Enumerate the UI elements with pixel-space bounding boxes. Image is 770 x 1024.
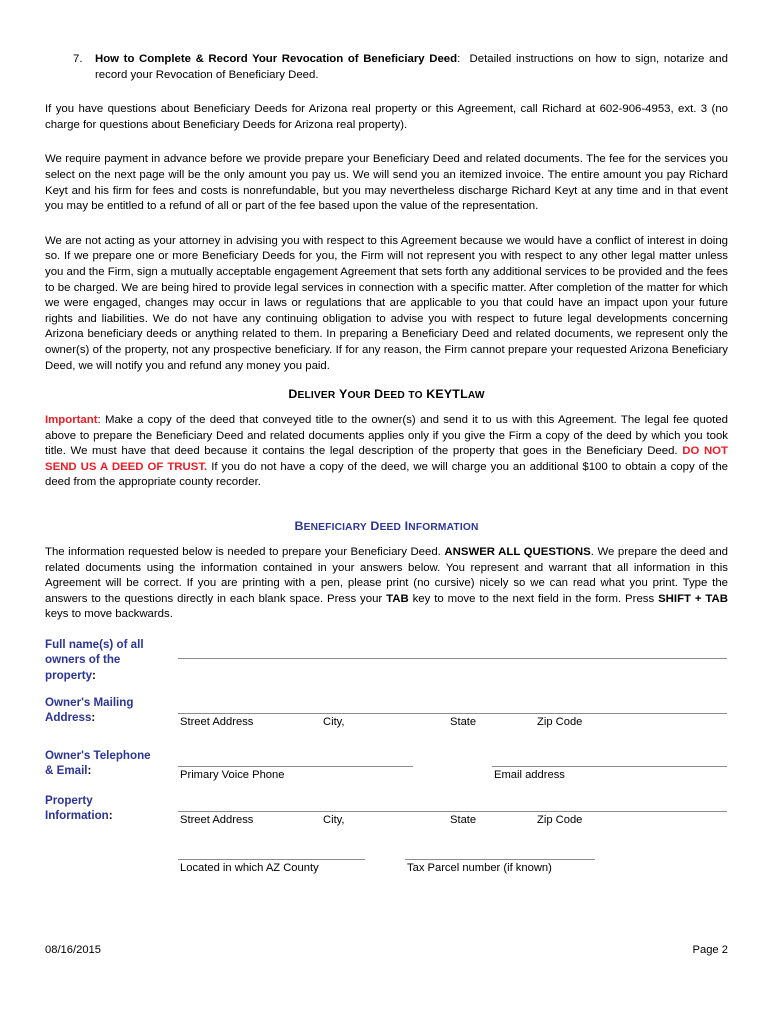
telephone-label-line2: & Email bbox=[45, 764, 88, 778]
important-text-2: If you do not have a copy of the deed, we will charge you an additional $100 to obtain a copy of the deed from the appropriate county recorder. bbox=[45, 460, 728, 489]
important-warning: DO NOT SEND US A DEED OF TRUST. bbox=[45, 445, 728, 473]
input-owners-names[interactable] bbox=[178, 658, 727, 659]
owners-label-line2: owners of the bbox=[45, 653, 121, 667]
owners-label-line1: Full name(s) of all bbox=[45, 638, 144, 652]
instr-part2: . We prepare the deed and related documents using the information contained in your answers below. You represent and warrant that all information in this Agreement will be correct. If you are printing with a pen, please print (no cursive) nicely so we can read what you print. Type the answers to the questions directly in each blank space. Press your bbox=[45, 546, 729, 605]
dh-w4-rest: TO bbox=[408, 390, 423, 402]
page-footer bbox=[45, 944, 728, 956]
item-description: Detailed instructions on how to sign, notarize and record your Revocation of Beneficiary Deed. bbox=[95, 53, 728, 81]
numbered-item-7 bbox=[45, 52, 728, 83]
instr-bold-tab: TAB bbox=[386, 592, 409, 605]
dh-w1-rest: ELIVER bbox=[297, 390, 336, 402]
mailing-label-line2: Address bbox=[45, 711, 92, 725]
dh-w2-first: Y bbox=[338, 387, 348, 402]
bh-w1-first: B bbox=[294, 519, 304, 534]
spacer bbox=[45, 504, 728, 510]
owners-label-colon: : bbox=[92, 668, 96, 682]
col-label-property-zip: Zip Code bbox=[537, 814, 583, 827]
col-label-mailing-state: State bbox=[450, 716, 477, 729]
beneficiary-deed-form bbox=[45, 637, 728, 887]
paragraph-questions: If you have questions about Beneficiary Deeds for Arizona real property or this Agreement, call Richard at 602-906-4953, ext. 3 (no charge for questions about Beneficiary Deeds for Arizona real property). bbox=[45, 103, 728, 131]
dh-w3-first: D bbox=[374, 387, 384, 402]
footer-date: 08/16/2015 bbox=[45, 944, 101, 956]
owners-label-line3: property bbox=[45, 668, 93, 682]
document-content bbox=[45, 52, 728, 887]
bh-w1-rest: ENEFICIARY bbox=[303, 522, 367, 534]
item-text bbox=[95, 52, 728, 83]
item-colon: : bbox=[457, 53, 461, 65]
property-label-colon: : bbox=[108, 809, 113, 823]
col-label-property-street: Street Address bbox=[180, 814, 254, 827]
bh-w2-first: D bbox=[370, 519, 380, 534]
important-text-1: Make a copy of the deed that conveyed title to the owner(s) and send it to us with this Agreement. The legal fee quoted above to prepare the Beneficiary Deed and related documents applies only if you give the Firm a copy of the deed by which you took title. We must have that deed because it contains the legal description of the property that goes in the Beneficiary Deed. bbox=[45, 414, 728, 458]
bh-w2-rest: EED bbox=[379, 522, 402, 534]
instr-bold-shift-tab: SHIFT + TAB bbox=[658, 592, 728, 605]
dh-w5-first: KEYTL bbox=[426, 387, 468, 402]
label-property-information bbox=[45, 793, 113, 824]
instr-part1: The information requested below is needed to prepare your Beneficiary Deed. bbox=[45, 546, 445, 559]
col-label-mailing-city: City, bbox=[323, 716, 345, 729]
input-primary-voice-phone[interactable] bbox=[178, 766, 413, 767]
input-az-county[interactable] bbox=[178, 859, 365, 860]
label-owners-mailing-address bbox=[45, 695, 133, 726]
property-label-line2: Information bbox=[45, 809, 109, 823]
telephone-label-colon: : bbox=[87, 764, 92, 778]
label-owners-telephone-email bbox=[45, 748, 151, 779]
mailing-label-colon: : bbox=[91, 711, 96, 725]
heading-beneficiary-deed-information bbox=[45, 519, 728, 533]
label-full-names-of-owners bbox=[45, 637, 144, 683]
important-label: Important bbox=[45, 414, 98, 427]
instr-part4: keys to move backwards. bbox=[45, 608, 173, 621]
heading-deliver-your-deed bbox=[45, 387, 728, 401]
input-tax-parcel-number[interactable] bbox=[405, 859, 595, 860]
dh-w2-rest: OUR bbox=[347, 390, 371, 402]
col-label-az-county: Located in which AZ County bbox=[180, 862, 319, 875]
instr-bold-answer-all: ANSWER ALL QUESTIONS bbox=[444, 546, 591, 559]
dh-w1-first: D bbox=[288, 387, 298, 402]
property-label-line1: Property bbox=[45, 794, 93, 808]
input-email-address[interactable] bbox=[492, 766, 727, 767]
instr-part3: key to move to the next field in the form. Press bbox=[408, 592, 659, 605]
footer-page-number: Page 2 bbox=[692, 944, 728, 956]
input-mailing-address[interactable] bbox=[178, 713, 727, 714]
paragraph-important bbox=[45, 413, 728, 491]
paragraph-payment: We require payment in advance before we provide prepare your Beneficiary Deed and related documents. The fee for the services you select on the next page will be the only amount you pay us. We will send you an itemized invoice. The entire amount you pay Richard Keyt and his firm for fees and costs is nonrefundable, but you may nevertheless discharge Richard Keyt at any time and in that event you may be entitled to a refund of all or part of the fee based upon the value of the representation. bbox=[45, 153, 728, 213]
important-colon: : bbox=[97, 414, 105, 427]
col-label-property-state: State bbox=[450, 814, 477, 827]
col-label-property-city: City, bbox=[323, 814, 345, 827]
col-label-mailing-street: Street Address bbox=[180, 716, 254, 729]
dh-w5-rest: AW bbox=[467, 390, 485, 402]
bh-w3-first: I bbox=[404, 519, 409, 534]
paragraph-instructions bbox=[45, 545, 728, 623]
dh-w3-rest: EED bbox=[383, 390, 405, 402]
paragraph-attorney: We are not acting as your attorney in advising you with respect to this Agreement because we would have a conflict of interest in doing so. If we prepare one or more Beneficiary Deeds for you, the Firm will not represent you with respect to any other legal matter unless you and the Firm, sign a mutually acceptable engagement Agreement that sets forth any additional services to be provided and the fees to be charged. We are being hired to provide legal services in connection with a specific matter. After completion of the matter for which we were engaged, changes may occur in laws or regulations that are applicable to you that could have an impact upon your future rights and liabilities. We do not have any continuing obligation to advise you with respect to future legal developments concerning Arizona beneficiary deeds or anything related to them. In preparing a Beneficiary Deed and related documents, we represent only the owner(s) of the property, not any prospective beneficiary. If for any reason, the Firm cannot prepare your requested Arizona Beneficiary Deed, we will notify you and refund any money you paid. bbox=[45, 234, 728, 372]
input-property-address[interactable] bbox=[178, 811, 727, 812]
telephone-label-line1: Owner's Telephone bbox=[45, 749, 151, 763]
item-number: 7. bbox=[73, 53, 83, 65]
item-title: How to Complete & Record Your Revocation of Beneficiary Deed bbox=[95, 53, 458, 65]
col-label-primary-voice-phone: Primary Voice Phone bbox=[180, 769, 285, 782]
mailing-label-line1: Owner's Mailing bbox=[45, 696, 134, 710]
col-label-email-address: Email address bbox=[494, 769, 565, 782]
col-label-tax-parcel: Tax Parcel number (if known) bbox=[407, 862, 552, 875]
col-label-mailing-zip: Zip Code bbox=[537, 716, 583, 729]
bh-w3-rest: NFORMATION bbox=[408, 522, 479, 534]
